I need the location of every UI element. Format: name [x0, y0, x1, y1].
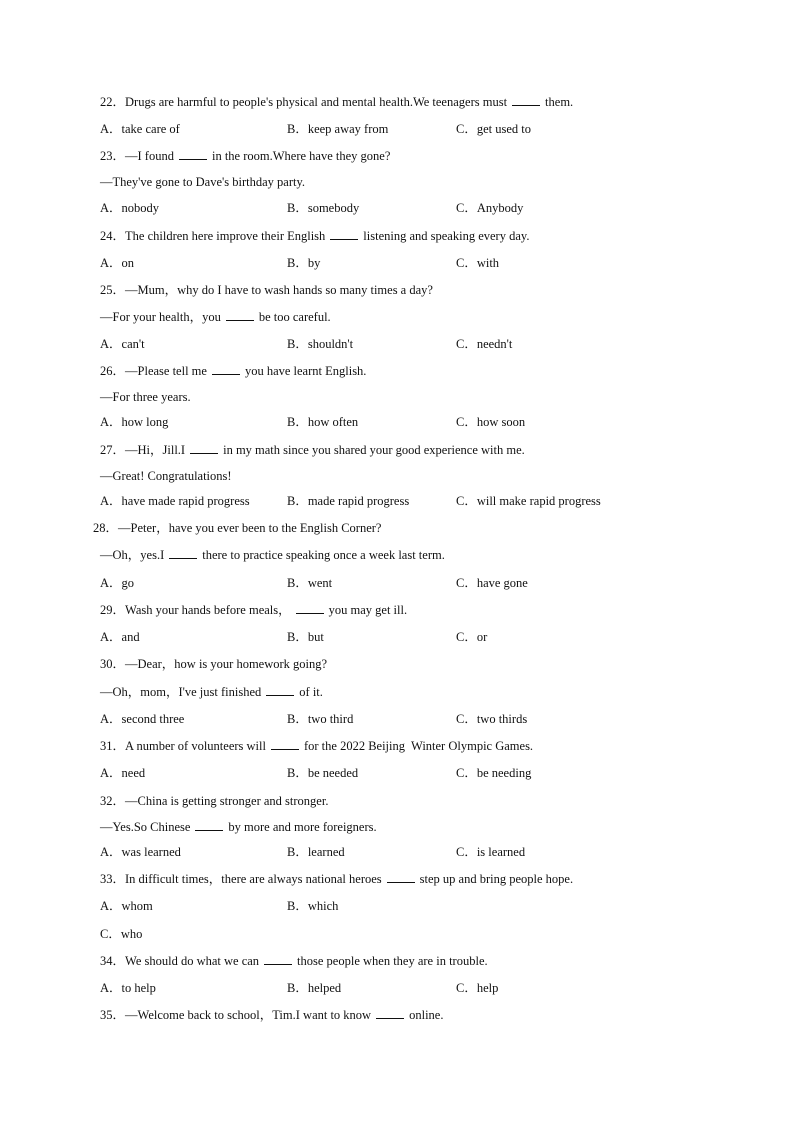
question-line	[100, 953, 488, 969]
answer-option-b[interactable]: B．how often	[287, 415, 359, 429]
reply-text: —For three years.	[100, 390, 191, 404]
answer-option-b[interactable]: B．but	[287, 630, 324, 644]
question-number: 23．	[100, 149, 126, 163]
question-number: 25．	[100, 283, 126, 297]
answer-option-c[interactable]: C．Anybody	[456, 201, 524, 215]
answer-option-a[interactable]: A．take care of	[100, 122, 180, 136]
question-text-after-blank: those people when they are in trouble.	[297, 954, 488, 968]
answer-blank	[212, 363, 240, 375]
question-line	[100, 228, 529, 244]
question-line	[100, 602, 407, 618]
reply-text: —They've gone to Dave's birthday party.	[100, 175, 306, 189]
question-text: —I found	[125, 149, 174, 163]
answer-option-c[interactable]: C．help	[456, 981, 499, 995]
question-line	[100, 656, 327, 672]
question-number: 29．	[100, 603, 126, 617]
answer-option-a[interactable]: A．whom	[100, 899, 153, 913]
question-text-after-blank: them.	[545, 95, 574, 109]
question-number: 30．	[100, 657, 126, 671]
answer-option-a[interactable]: A．nobody	[100, 201, 160, 215]
question-line	[100, 442, 525, 458]
answer-option-c[interactable]: C．with	[456, 256, 500, 270]
question-line	[100, 871, 573, 887]
answer-option-a[interactable]: A．and	[100, 630, 140, 644]
answer-option-a[interactable]: A．on	[100, 256, 135, 270]
answer-option-a[interactable]: A．second three	[100, 712, 185, 726]
reply-text-after-blank: of it.	[299, 685, 323, 699]
answer-option-b[interactable]: B．be needed	[287, 766, 359, 780]
answer-blank	[264, 953, 292, 965]
answer-option-a[interactable]: A．how long	[100, 415, 169, 429]
question-number: 33．	[100, 872, 126, 886]
answer-option-a[interactable]: A．have made rapid progress	[100, 494, 250, 508]
reply-text-after-blank: there to practice speaking once a week last term.	[202, 548, 445, 562]
answer-option-c[interactable]: C．two thirds	[456, 712, 528, 726]
dialogue-reply	[100, 309, 331, 325]
answer-option-c[interactable]: C．who	[100, 927, 143, 941]
answer-option-b[interactable]: B．learned	[287, 845, 345, 859]
question-text: The children here improve their English	[125, 229, 326, 243]
reply-text-after-blank: by more and more foreigners.	[228, 820, 377, 834]
question-text-after-blank: you have learnt English.	[244, 364, 367, 378]
question-text: —Mum，why do I have to wash hands so many times a day?	[125, 283, 433, 297]
question-number: 28．	[93, 521, 119, 535]
question-line	[100, 738, 533, 754]
answer-option-b[interactable]: B．by	[287, 256, 321, 270]
reply-text: —Oh，mom，I've just finished	[100, 685, 262, 699]
answer-option-b[interactable]: B．somebody	[287, 201, 360, 215]
question-line	[100, 1007, 443, 1023]
reply-text-after-blank: be too careful.	[258, 310, 331, 324]
question-text-after-blank: in my math since you shared your good experience with me.	[223, 443, 525, 457]
question-text: —Peter，have you ever been to the English Corner?	[118, 521, 382, 535]
answer-blank	[190, 442, 218, 454]
answer-option-b[interactable]: B．two third	[287, 712, 354, 726]
answer-blank	[271, 738, 299, 750]
reply-text: —For your health，you	[100, 310, 221, 324]
question-text-after-blank: listening and speaking every day.	[363, 229, 530, 243]
answer-blank	[296, 602, 324, 614]
answer-option-a[interactable]: A．was learned	[100, 845, 181, 859]
question-text-after-blank: online.	[409, 1008, 444, 1022]
answer-option-c[interactable]: C．needn't	[456, 337, 513, 351]
answer-option-a[interactable]: A．go	[100, 576, 135, 590]
question-text-after-blank: for the 2022 Beijing Winter Olympic Games.	[303, 739, 534, 753]
question-text-after-blank: step up and bring people hope.	[419, 872, 574, 886]
dialogue-reply	[100, 819, 377, 835]
question-number: 24．	[100, 229, 126, 243]
answer-blank	[387, 871, 415, 883]
answer-option-b[interactable]: B．went	[287, 576, 333, 590]
dialogue-reply	[100, 468, 232, 484]
question-line	[100, 793, 328, 809]
answer-option-c[interactable]: C．get used to	[456, 122, 531, 136]
answer-blank	[226, 309, 254, 321]
question-number: 26．	[100, 364, 126, 378]
question-text-after-blank: you may get ill.	[328, 603, 408, 617]
answer-option-c[interactable]: C．be needing	[456, 766, 532, 780]
answer-option-a[interactable]: A．need	[100, 766, 146, 780]
answer-option-a[interactable]: A．can't	[100, 337, 145, 351]
question-number: 35．	[100, 1008, 126, 1022]
answer-blank	[512, 94, 540, 106]
question-text: —Dear，how is your homework going?	[125, 657, 328, 671]
answer-option-b[interactable]: B．which	[287, 899, 339, 913]
question-line	[100, 282, 433, 298]
dialogue-reply	[100, 389, 191, 405]
answer-option-a[interactable]: A．to help	[100, 981, 156, 995]
question-number: 27．	[100, 443, 126, 457]
question-line	[100, 363, 366, 379]
question-text: Wash your hands before meals，	[125, 603, 291, 617]
question-number: 22．	[100, 95, 126, 109]
answer-option-c[interactable]: C．will make rapid progress	[456, 494, 601, 508]
answer-option-b[interactable]: B．keep away from	[287, 122, 389, 136]
question-text: —China is getting stronger and stronger.	[125, 794, 329, 808]
answer-blank	[169, 547, 197, 559]
question-number: 32．	[100, 794, 126, 808]
question-text: We should do what we can	[125, 954, 260, 968]
question-text-after-blank: in the room.Where have they gone?	[211, 149, 391, 163]
answer-option-c[interactable]: C．or	[456, 630, 488, 644]
answer-option-b[interactable]: B．made rapid progress	[287, 494, 410, 508]
question-number: 34．	[100, 954, 126, 968]
answer-option-c[interactable]: C．is learned	[456, 845, 526, 859]
question-line	[100, 94, 573, 110]
reply-text: —Oh，yes.I	[100, 548, 165, 562]
answer-blank	[179, 148, 207, 160]
reply-text: —Great! Congratulations!	[100, 469, 232, 483]
answer-blank	[195, 819, 223, 831]
answer-option-c[interactable]: C．how soon	[456, 415, 526, 429]
dialogue-reply	[100, 684, 323, 700]
reply-text: —Yes.So Chinese	[100, 820, 191, 834]
question-text: Drugs are harmful to people's physical and mental health.We teenagers must	[125, 95, 508, 109]
answer-option-c[interactable]: C．have gone	[456, 576, 528, 590]
answer-blank	[330, 228, 358, 240]
question-line	[93, 520, 381, 536]
question-text: —Welcome back to school，Tim.I want to know	[125, 1008, 372, 1022]
question-text: In difficult times，there are always national heroes	[125, 872, 382, 886]
question-text: —Please tell me	[125, 364, 207, 378]
answer-option-b[interactable]: B．helped	[287, 981, 342, 995]
question-text: —Hi，Jill.I	[125, 443, 186, 457]
question-text: A number of volunteers will	[125, 739, 266, 753]
answer-blank	[266, 684, 294, 696]
dialogue-reply	[100, 547, 445, 563]
question-number: 31．	[100, 739, 126, 753]
question-line	[100, 148, 390, 164]
answer-option-b[interactable]: B．shouldn't	[287, 337, 354, 351]
dialogue-reply	[100, 174, 305, 190]
answer-blank	[376, 1007, 404, 1019]
